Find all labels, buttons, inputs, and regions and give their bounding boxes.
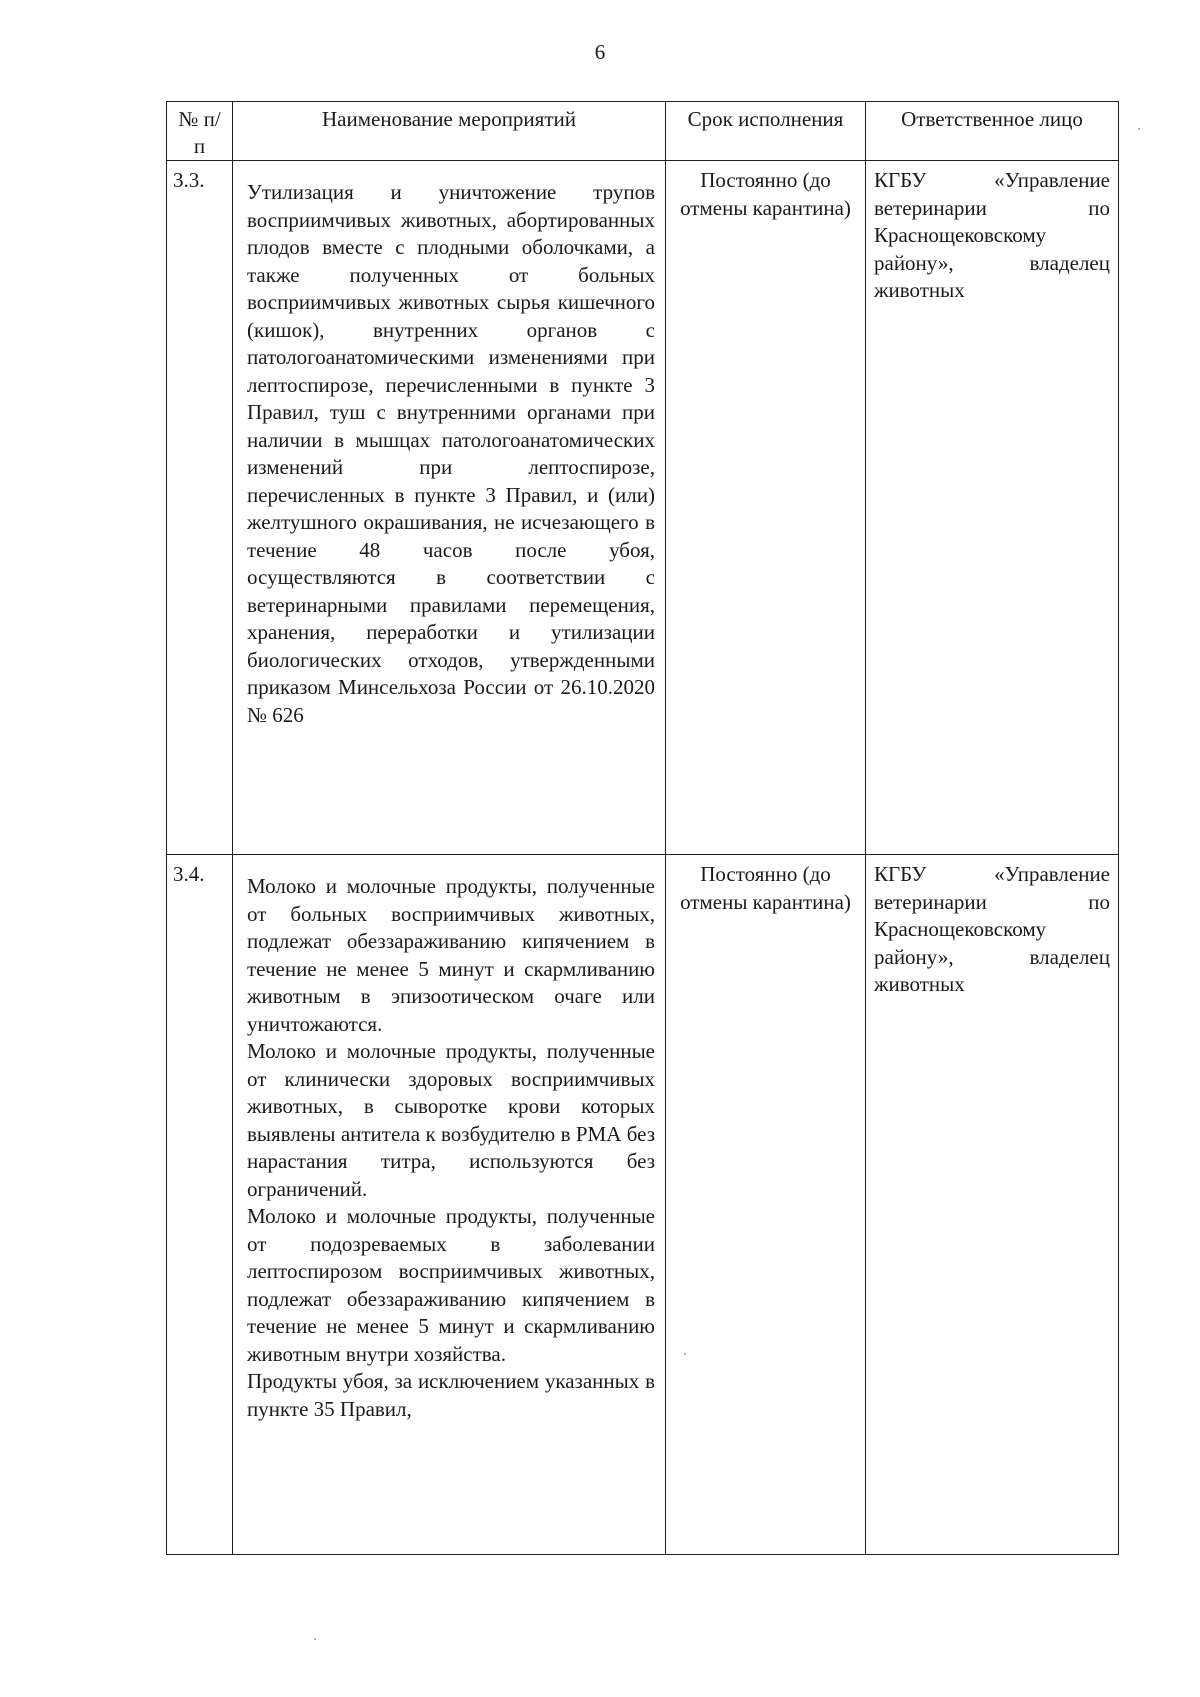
row-responsible-cell <box>866 855 1119 1555</box>
header-num <box>167 102 233 161</box>
row-num: 3.3. <box>173 168 205 192</box>
header-name <box>233 102 666 161</box>
measures-table <box>166 101 1119 1555</box>
row-num-cell <box>167 855 233 1555</box>
header-responsible <box>866 102 1119 161</box>
row-num: 3.4. <box>173 862 205 886</box>
row-num-cell <box>167 161 233 855</box>
row-term: Постоянно (до отмены карантина) <box>680 168 851 220</box>
row-term: Постоянно (до отмены карантина) <box>680 862 851 914</box>
row-responsible-cell <box>866 161 1119 855</box>
table-row <box>167 855 1119 1555</box>
table-row <box>167 161 1119 855</box>
header-num-label: № п/п <box>178 107 221 158</box>
table-header-row <box>167 102 1119 161</box>
header-responsible-label: Ответственное лицо <box>901 107 1083 131</box>
row-term-cell <box>666 855 866 1555</box>
row-responsible: КГБУ «Управление ветеринарии по Краснощековскому району», владелец животных <box>874 862 1110 996</box>
scan-speck <box>684 1353 686 1355</box>
row-paragraph: Продукты убоя, за исключением указанных в пункте 35 Правил, <box>247 1369 655 1421</box>
row-paragraph: Утилизация и уничтожение трупов восприимчивых животных, абортированных плодов вместе с плодными оболочками, а также полученных от больных восприимчивых животных сырья кишечного (кишок), внутренних органов с патологоанатомическими изменениями при лептоспирозе, перечисленными в пункте 3 Правил, туш с внутренними органами при наличии в мышцах патологоанатомических изменений при лептоспирозе, перечисленных в пункте 3 Правил, и (или) желтушного окрашивания, не исчезающего в течение 48 часов после убоя, осуществляются в соответствии с ветеринарными правилами перемещения, хранения, переработки и утилизации биологических отходов, утвержденными приказом Минсельхоза России от 26.10.2020 № 626 <box>247 180 655 727</box>
row-responsible: КГБУ «Управление ветеринарии по Краснощековскому району», владелец животных <box>874 168 1110 302</box>
row-description <box>233 855 665 1431</box>
row-name-cell <box>233 161 666 855</box>
page-number: 6 <box>594 40 606 64</box>
row-description <box>233 161 665 737</box>
scan-speck <box>1138 128 1140 130</box>
row-paragraph: Молоко и молочные продукты, полученные от больных восприимчивых животных, подлежат обеззараживанию кипячением в течение не менее 5 минут и скармливанию животным в эпизоотическом очаге или уничтожаются. <box>247 874 655 1036</box>
row-paragraph: Молоко и молочные продукты, полученные от клинически здоровых восприимчивых животных, в сыворотке крови которых выявлены антитела к возбудителю в РМА без нарастания титра, используются без ограничений. <box>247 1039 655 1201</box>
header-term-label: Срок исполнения <box>687 107 844 131</box>
header-term <box>666 102 866 161</box>
scan-speck <box>314 1638 316 1640</box>
row-paragraph: Молоко и молочные продукты, полученные от подозреваемых в заболевании лептоспирозом восприимчивых животных, подлежат обеззараживанию кипячением в течение не менее 5 минут и скармливанию животным внутри хозяйства. <box>247 1204 655 1366</box>
header-name-label: Наименование мероприятий <box>322 107 576 131</box>
row-term-cell <box>666 161 866 855</box>
row-name-cell <box>233 855 666 1555</box>
